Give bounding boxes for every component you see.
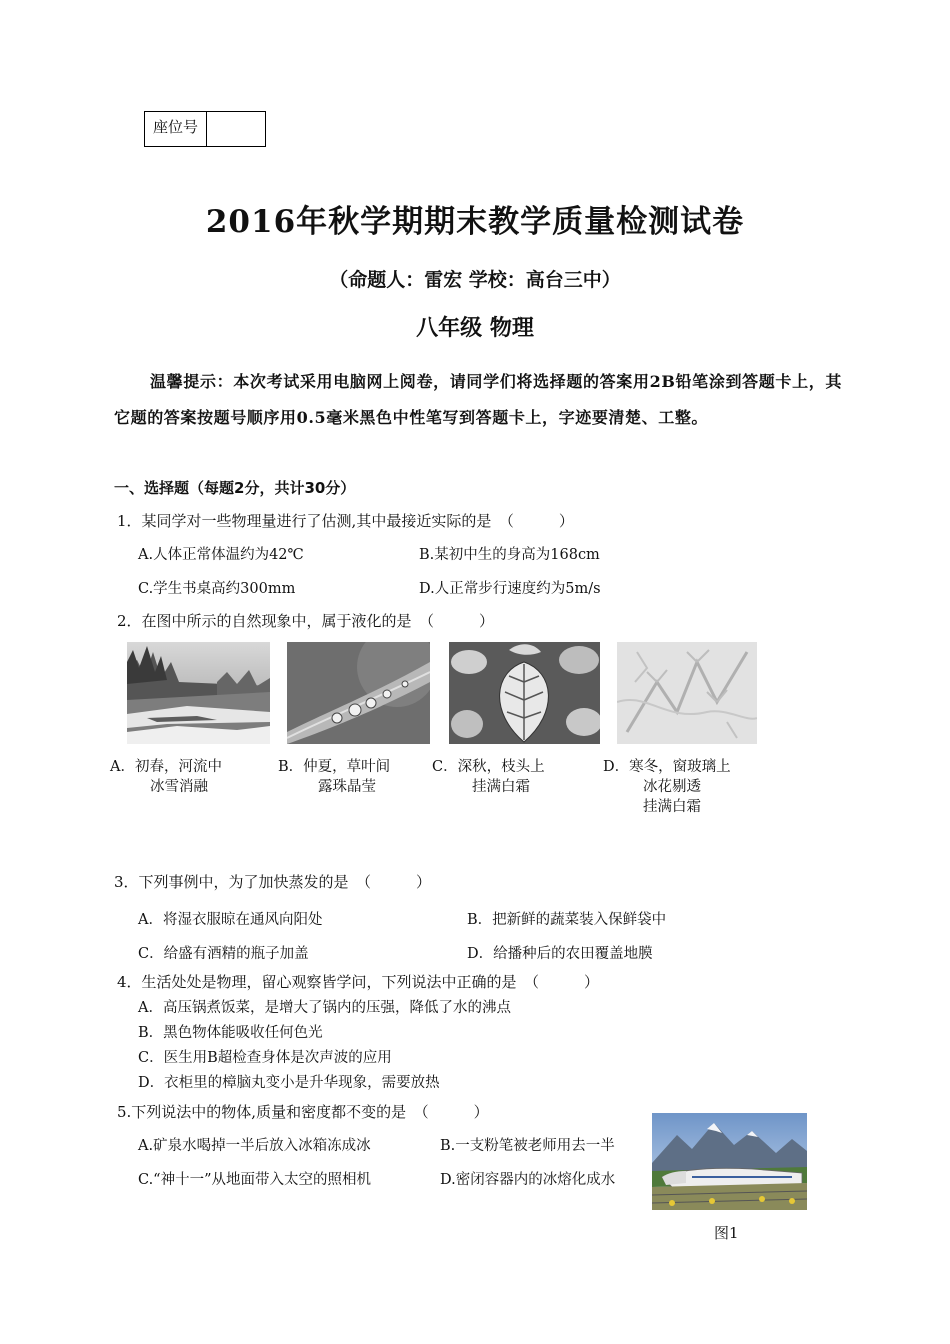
section-heading: 一、选择题（每题2分，共计30分） [114,479,356,497]
q1-option-d: D.人正常步行速度约为5m/s [419,581,601,597]
seat-number-label: 座位号 [145,112,207,146]
q3-stem: 3．下列事例中，为了加快蒸发的是 （ ） [114,873,432,891]
q3-option-d: D．给播种后的农田覆盖地膜 [467,946,653,962]
q2-caption-a-line1: A．初春，河流中 [110,759,222,775]
q4-option-b: B．黑色物体能吸收任何色光 [138,1025,323,1041]
q2-caption-d-line3: 挂满白霜 [643,799,701,815]
q3-option-c: C．给盛有酒精的瓶子加盖 [138,946,309,962]
q5-stem: 5.下列说法中的物体,质量和密度都不变的是 （ ） [117,1103,489,1121]
photo-river-ice-melting [127,642,270,744]
q5-option-d: D.密闭容器内的冰熔化成水 [440,1172,616,1188]
q2-caption-b-line2: 露珠晶莹 [318,779,376,795]
q2-caption-c [432,757,545,797]
photo-window-frost [617,642,757,744]
q2-caption-b [278,757,390,797]
exam-author-line: （命题人：雷宏 学校：高台三中） [329,269,621,291]
q1-option-c: C.学生书桌高约300mm [138,581,296,597]
q1-option-a: A.人体正常体温约为42℃ [138,547,304,563]
figure-1-label: 图1 [714,1224,739,1242]
q4-stem: 4．生活处处是物理，留心观察皆学问，下列说法中正确的是 （ ） [117,973,600,991]
q2-caption-c-line2: 挂满白霜 [472,779,530,795]
q2-stem: 2．在图中所示的自然现象中，属于液化的是 （ ） [117,612,495,630]
exam-notice: 温馨提示：本次考试采用电脑网上阅卷，请同学们将选择题的答案用2B铅笔涂到答题卡上，其它题的答案按题号顺序用0.5毫米黑色中性笔写到答题卡上，字迹要清楚、工整。 [114,372,842,427]
q3-option-a: A．将湿衣服晾在通风向阳处 [138,912,323,928]
q5-option-b: B.一支粉笔被老师用去一半 [440,1138,615,1154]
photo-dew-on-grass [287,642,430,744]
q2-caption-d [603,757,731,817]
q2-caption-a [110,757,222,797]
q4-option-c: C．医生用B超检查身体是次声波的应用 [138,1050,392,1066]
photo-frost-on-leaves [449,642,600,744]
q4-option-d: D．衣柜里的樟脑丸变小是升华现象，需要放热 [138,1075,440,1091]
q2-caption-a-line2: 冰雪消融 [150,779,208,795]
q1-option-b: B.某初中生的身高为168cm [419,547,600,563]
seat-number-value[interactable] [207,112,265,146]
q2-caption-b-line1: B．仲夏，草叶间 [278,759,391,775]
q2-caption-d-line1: D．寒冬，窗玻璃上 [603,759,731,775]
q5-option-a: A.矿泉水喝掉一半后放入冰箱冻成冰 [138,1138,371,1154]
q4-option-a: A．高压锅煮饭菜，是增大了锅内的压强，降低了水的沸点 [138,1000,511,1016]
q2-caption-d-line2: 冰花剔透 [643,779,701,795]
photo-high-speed-train [652,1113,807,1210]
q5-option-c: C.“神十一”从地面带入太空的照相机 [138,1172,372,1188]
q2-caption-c-line1: C．深秋，枝头上 [432,759,545,775]
exam-title: 2016年秋学期期末教学质量检测试卷 [205,204,745,240]
exam-grade-subject: 八年级 物理 [416,315,534,341]
q3-option-b: B．把新鲜的蔬菜装入保鲜袋中 [467,912,667,928]
seat-number-box [144,111,266,147]
q1-stem: 1．某同学对一些物理量进行了估测,其中最接近实际的是 （ ） [117,512,574,530]
